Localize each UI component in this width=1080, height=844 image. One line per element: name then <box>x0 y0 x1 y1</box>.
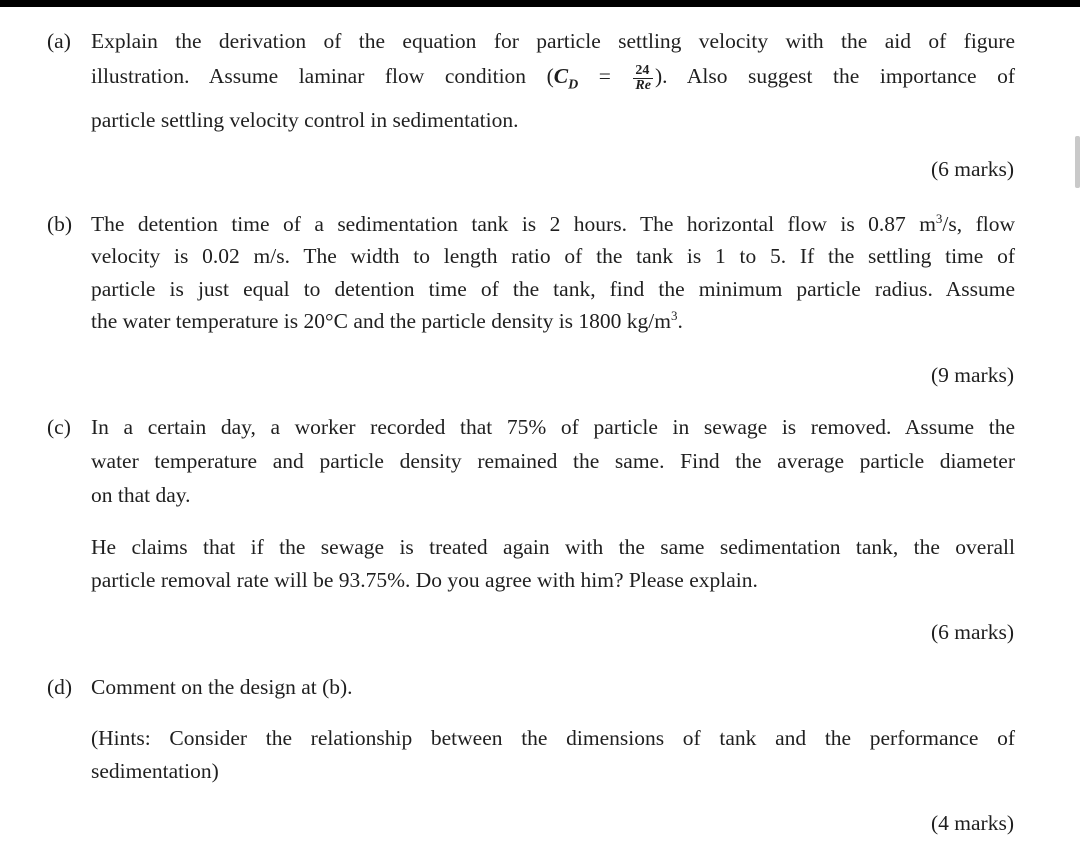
question-a-line-1: Explain the derivation of the equation for particle settling velocity with the aid of figure <box>91 29 1015 53</box>
formula-numerator: 24 <box>635 62 650 78</box>
question-a-line-2-text: illustration. Assume laminar flow condition ( <box>91 64 554 88</box>
question-b-marks: (9 marks) <box>931 363 1014 387</box>
question-a-line-2-rest: ). Also suggest the importance of <box>654 64 1015 88</box>
question-d-marks: (4 marks) <box>931 811 1014 835</box>
formula-equals: = <box>578 64 632 88</box>
question-a-line-2 <box>91 62 1015 99</box>
question-d-hint-line-1: (Hints: Consider the relationship between the dimensions of tank and the performance of <box>91 726 1015 750</box>
question-b-line-1 <box>91 210 1015 238</box>
question-d-label: (d) <box>47 675 73 699</box>
question-b-line-1-rest: /s, flow <box>942 212 1015 236</box>
question-c-para2-line-1: He claims that if the sewage is treated again with the same sedimentation tank, the overall <box>91 535 1015 559</box>
drag-coefficient-formula <box>553 62 655 93</box>
question-b-line-4-text: the water temperature is 20°C and the particle density is 1800 kg/m <box>91 309 671 333</box>
question-b-line-2: velocity is 0.02 m/s. The width to length ratio of the tank is 1 to 5. If the settling time of <box>91 244 1015 268</box>
question-c-label: (c) <box>47 415 71 439</box>
question-a-line-3: particle settling velocity control in sedimentation. <box>91 108 519 132</box>
formula-subscript: D <box>568 77 579 93</box>
question-c-marks: (6 marks) <box>931 620 1014 644</box>
question-c-line-2: water temperature and particle density remained the same. Find the average particle diameter <box>91 449 1015 473</box>
question-b-line-4 <box>91 307 1015 335</box>
unit-superscript: 3 <box>935 210 943 226</box>
unit-superscript: 3 <box>671 307 678 323</box>
question-b-line-1-text: The detention time of a sedimentation tank is 2 hours. The horizontal flow is 0.87 m <box>91 212 936 236</box>
formula-symbol: C <box>553 64 569 88</box>
question-a-label: (a) <box>47 29 71 53</box>
question-b-label: (b) <box>47 212 73 236</box>
question-a-marks: (6 marks) <box>931 157 1014 181</box>
question-d-hint-line-2: sedimentation) <box>91 759 219 783</box>
question-c-para2-line-2: particle removal rate will be 93.75%. Do you agree with him? Please explain. <box>91 568 758 592</box>
question-c-line-1: In a certain day, a worker recorded that 75% of particle in sewage is removed. Assume the <box>91 415 1015 439</box>
question-c-line-3: on that day. <box>91 483 191 507</box>
question-b-line-3: particle is just equal to detention time of the tank, find the minimum particle radius. Assume <box>91 277 1015 301</box>
question-d-line-1: Comment on the design at (b). <box>91 675 353 699</box>
formula-denominator: Re <box>635 77 651 93</box>
question-b-line-4-rest: . <box>677 309 683 333</box>
formula-fraction <box>633 64 653 93</box>
